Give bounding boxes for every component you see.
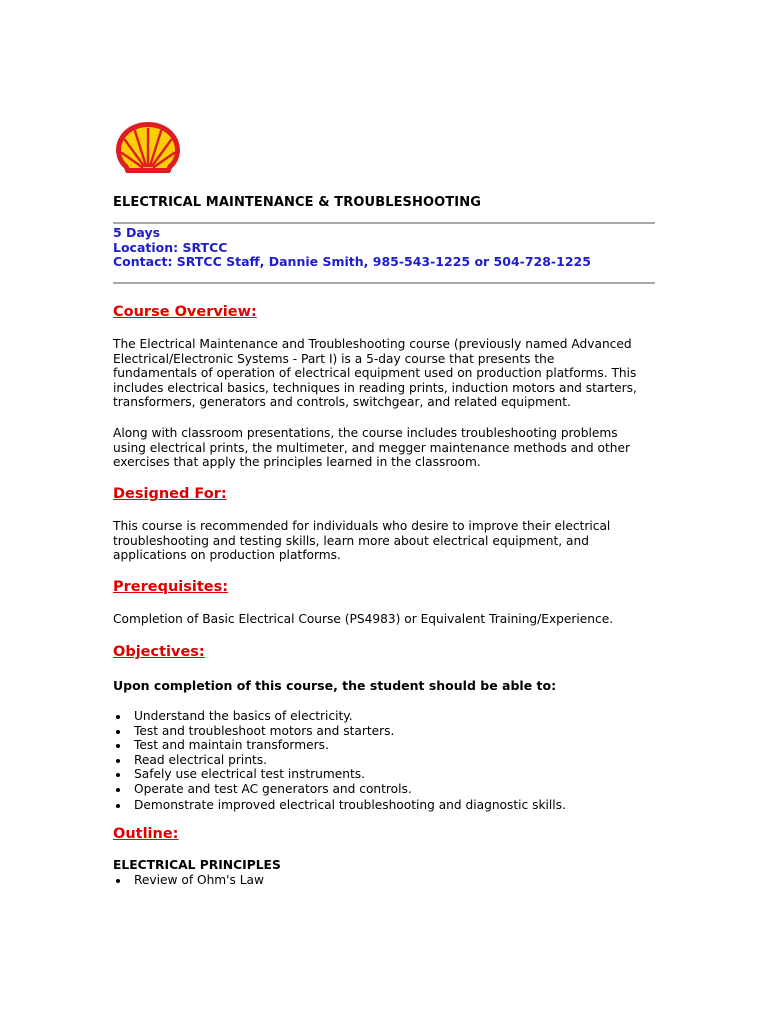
list-item: Understand the basics of electricity. <box>113 709 566 724</box>
text-line: troubleshooting and testing skills, learn more about electrical equipment, and <box>113 533 589 548</box>
shell-logo <box>113 120 183 178</box>
course-location: Location: SRTCC <box>113 239 228 255</box>
list-item: Review of Ohm's Law <box>113 873 264 888</box>
text-line: Along with classroom presentations, the course includes troubleshooting problems <box>113 426 618 440</box>
text-line: using electrical prints, the multimeter, and megger maintenance methods and other <box>113 440 630 455</box>
outline-section-title: ELECTRICAL PRINCIPLES <box>113 858 281 872</box>
designed-for-heading: Designed For: <box>113 486 227 502</box>
divider-top <box>113 222 655 224</box>
list-item: Test and maintain transformers. <box>113 738 566 753</box>
prerequisites-text <box>113 612 673 627</box>
divider-bottom <box>113 282 655 284</box>
text-line: transformers, generators and controls, switchgear, and related equipment. <box>113 395 571 410</box>
text-line: fundamentals of operation of electrical equipment used on production platforms. This <box>113 366 637 381</box>
overview-paragraph-2 <box>113 426 673 470</box>
outline-heading: Outline: <box>113 826 179 842</box>
course-contact: Contact: SRTCC Staff, Dannie Smith, 985-543-1225 or 504-728-1225 <box>113 254 591 269</box>
text-line: applications on production platforms. <box>113 548 341 563</box>
course-info <box>113 226 591 270</box>
text-line: Electrical/Electronic Systems - Part I) is a 5-day course that presents the <box>113 351 555 366</box>
list-item: Test and troubleshoot motors and starters. <box>113 724 566 739</box>
list-item: Demonstrate improved electrical troubleshooting and diagnostic skills. <box>113 798 566 813</box>
outline-list <box>113 873 264 888</box>
text-line: Completion of Basic Electrical Course (PS4983) or Equivalent Training/Experience. <box>113 612 614 626</box>
designed-for-paragraph <box>113 519 673 563</box>
list-item: Operate and test AC generators and controls. <box>113 782 566 797</box>
text-line: This course is recommended for individuals who desire to improve their electrical <box>113 519 611 533</box>
objectives-heading: Objectives: <box>113 644 205 660</box>
text-line: The Electrical Maintenance and Troubleshooting course (previously named Advanced <box>113 337 632 351</box>
overview-paragraph-1 <box>113 337 673 410</box>
objectives-list <box>113 709 566 813</box>
list-item: Read electrical prints. <box>113 753 566 768</box>
list-item: Safely use electrical test instruments. <box>113 767 566 782</box>
text-line: exercises that apply the principles learned in the classroom. <box>113 455 481 470</box>
course-duration: 5 Days <box>113 225 161 240</box>
course-title: ELECTRICAL MAINTENANCE & TROUBLESHOOTING <box>113 195 481 210</box>
prerequisites-heading: Prerequisites: <box>113 579 229 595</box>
objectives-lead: Upon completion of this course, the student should be able to: <box>113 678 557 693</box>
text-line: includes electrical basics, techniques in reading prints, induction motors and starters, <box>113 380 637 395</box>
overview-heading: Course Overview: <box>113 304 257 320</box>
